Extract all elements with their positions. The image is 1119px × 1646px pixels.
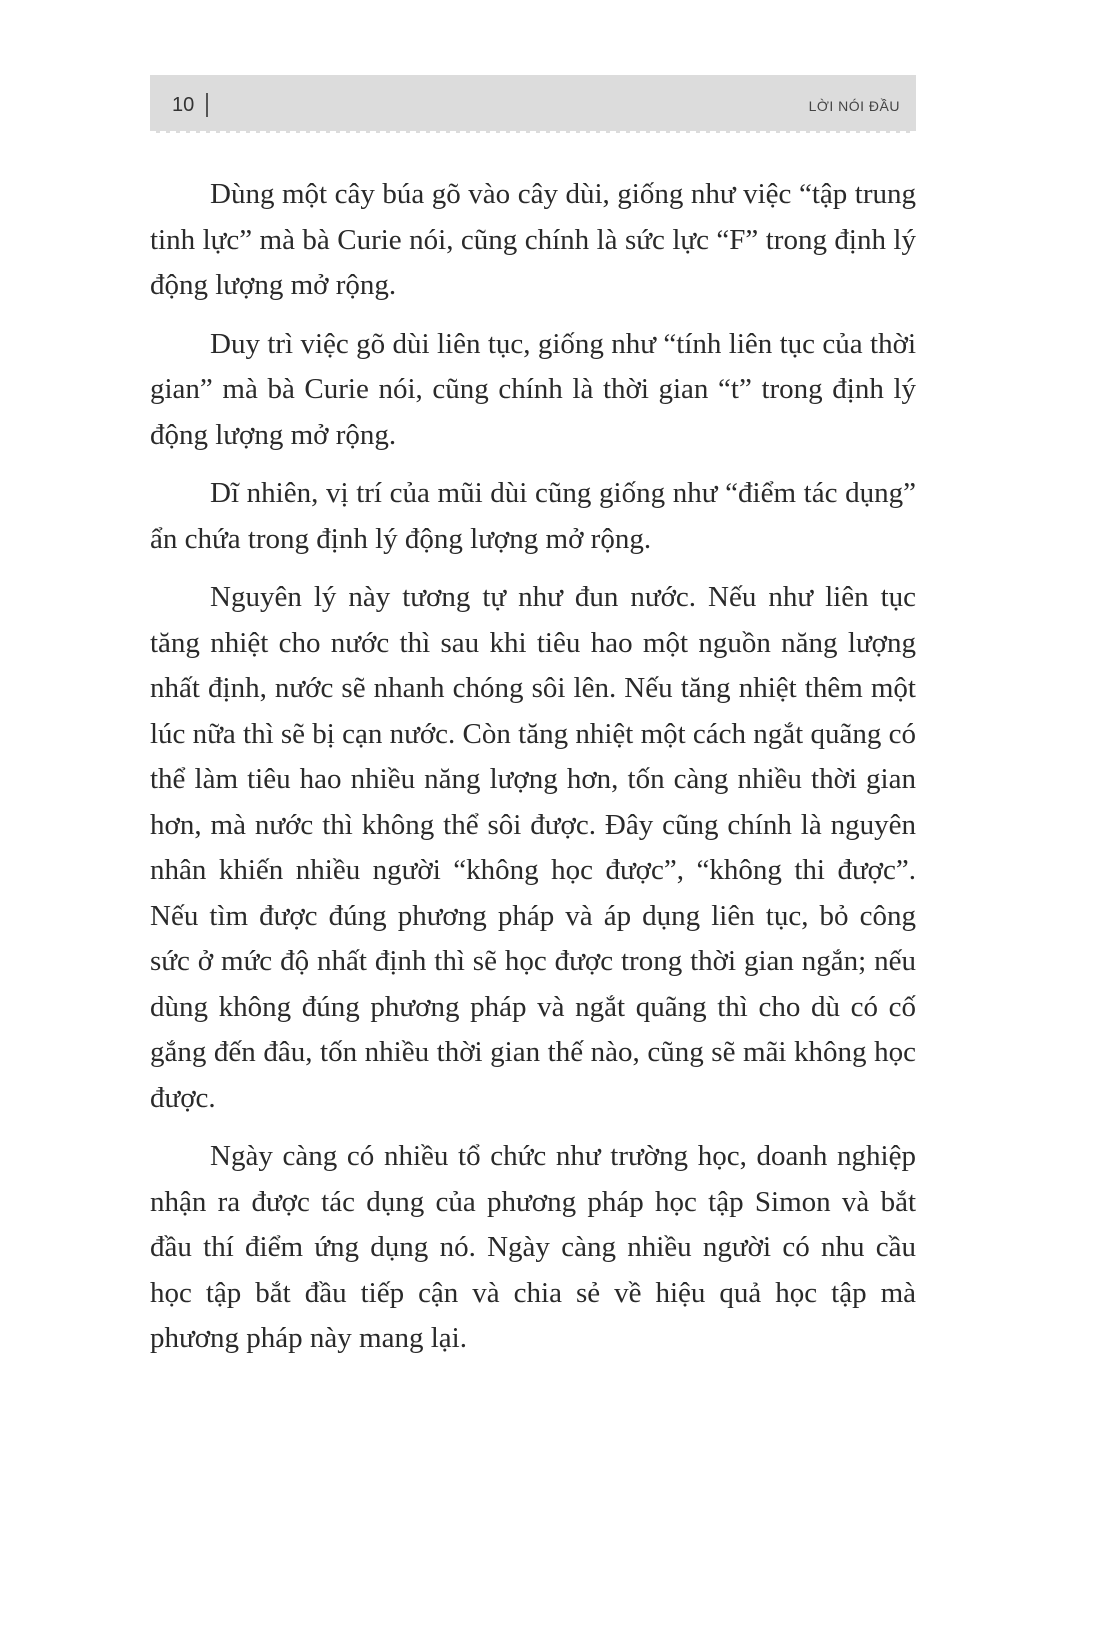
paragraph: Dĩ nhiên, vị trí của mũi dùi cũng giống như “điểm tác dụng” ẩn chứa trong định lý động lượng mở rộng. [150, 477, 916, 555]
header-divider [206, 93, 208, 117]
paragraph: Dùng một cây búa gõ vào cây dùi, giống như việc “tập trung tinh lực” mà bà Curie nói, cũng chính là sức lực “F” trong định lý động lượng mở rộng. [150, 178, 916, 301]
running-title: LỜI NÓI ĐẦU [808, 98, 900, 114]
paragraph: Duy trì việc gõ dùi liên tục, giống như “tính liên tục của thời gian” mà bà Curie nói, cũng chính là thời gian “t” trong định lý động lượng mở rộng. [150, 327, 916, 451]
page-header [150, 75, 916, 133]
body-text [150, 172, 916, 1375]
paragraph: Nguyên lý này tương tự như đun nước. Nếu như liên tục tăng nhiệt cho nước thì sau khi tiêu hao một nguồn năng lượng nhất định, nước sẽ nhanh chóng sôi lên. Nếu tăng nhiệt thêm một lúc nữa thì sẽ bị cạn nước. Còn tăng nhiệt một cách ngắt quãng có thể làm tiêu hao nhiều năng lượng hơn, tốn càng nhiều thời gian hơn, mà nước thì không thể sôi được. Đây cũng chính là nguyên nhân khiến nhiều người “không học được”, “không thi được”. Nếu tìm được đúng phương pháp và áp dụng liên tục, bỏ công sức ở mức độ nhất định thì sẽ học được trong thời gian ngắn; nếu dùng không đúng phương pháp và ngắt quãng thì cho dù có cố gắng đến đâu, tốn nhiều thời gian thế nào, cũng sẽ mãi không học được. [150, 581, 916, 1114]
paragraph: Ngày càng có nhiều tổ chức như trường học, doanh nghiệp nhận ra được tác dụng của phương pháp học tập Simon và bắt đầu thí điểm ứng dụng nó. Ngày càng nhiều người có nhu cầu học tập bắt đầu tiếp cận và chia sẻ về hiệu quả học tập mà phương pháp này mang lại. [150, 1140, 916, 1354]
page-number: 10 [172, 94, 195, 116]
